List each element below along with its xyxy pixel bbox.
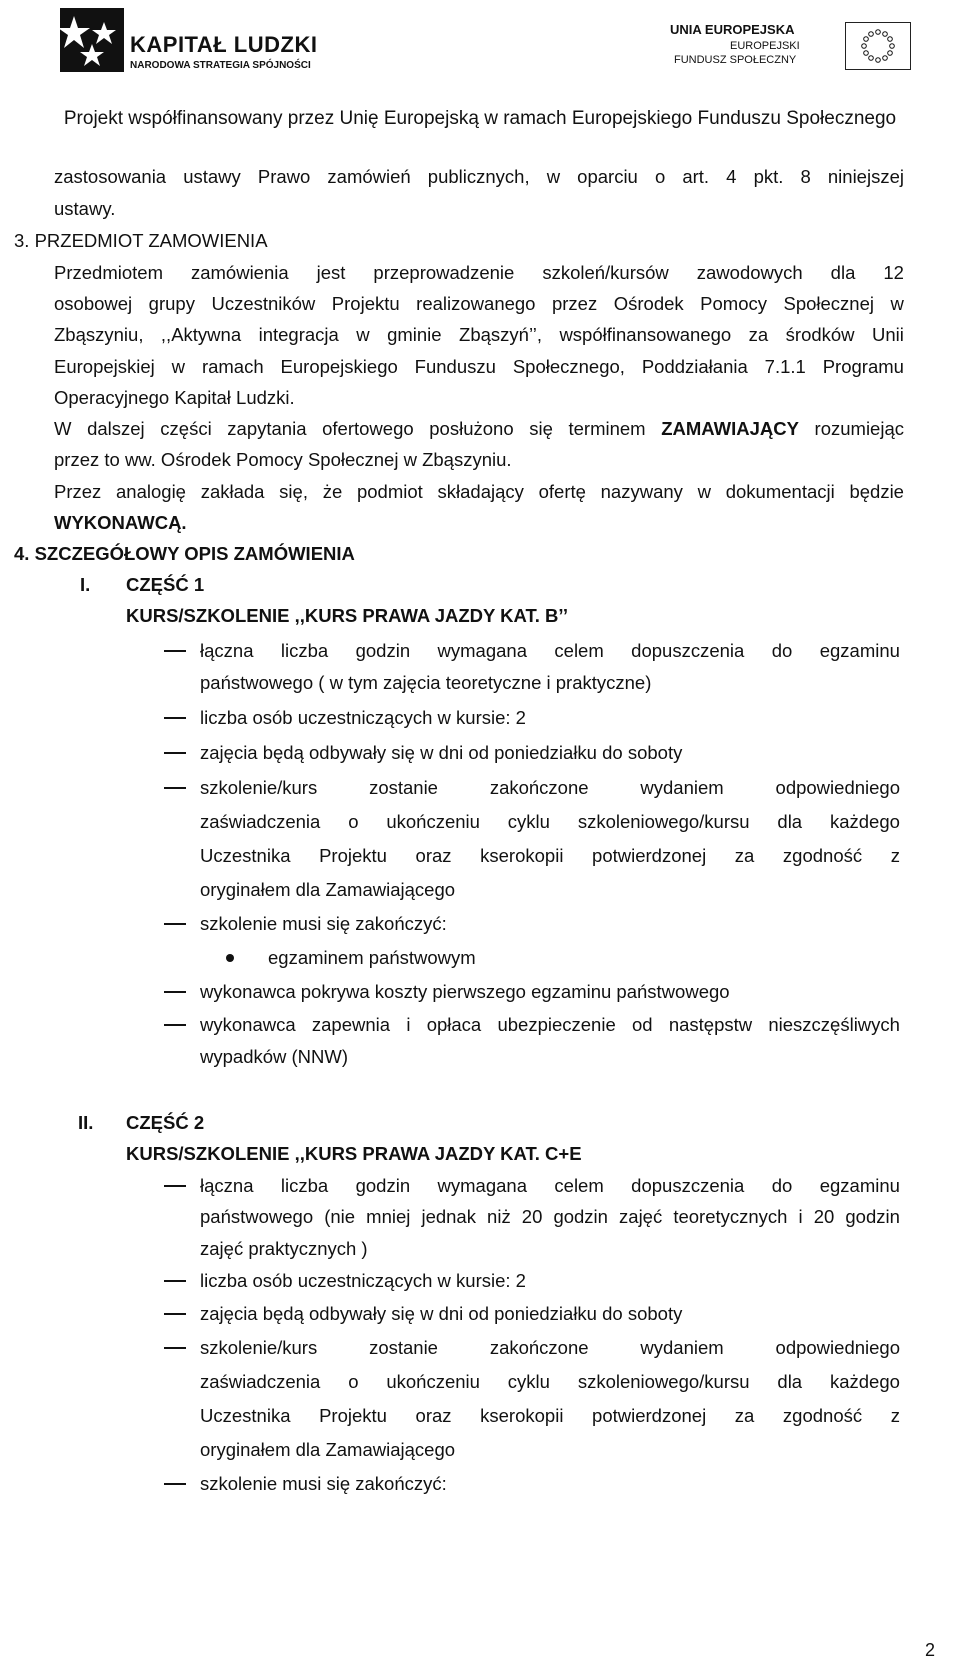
word: Zbąszyń’’, <box>459 324 542 345</box>
word: Społecznej <box>783 293 874 314</box>
word: jednak <box>421 1206 476 1227</box>
word: szkoleniowego/kursu <box>577 1371 750 1392</box>
text-line: Operacyjnego Kapitał Ludzki. <box>54 387 295 408</box>
word: wykonawca <box>200 1014 296 1035</box>
word: zgodność <box>782 1405 863 1426</box>
word: dopuszczenia <box>631 640 745 661</box>
list-item-cont: oryginałem dla Zamawiającego <box>200 1439 456 1460</box>
word: do <box>771 640 793 661</box>
word: w <box>356 324 370 345</box>
part-number: I. <box>80 574 91 595</box>
word: szkolenie/kurs <box>200 777 318 798</box>
word: integracja <box>258 324 339 345</box>
word: Unii <box>872 324 904 345</box>
word: kserokopii <box>480 845 564 866</box>
word: oraz <box>415 1405 452 1426</box>
word: godzin <box>355 640 411 661</box>
word: ofertę <box>538 481 586 502</box>
word: publicznych, <box>427 166 530 187</box>
word: wymagana <box>437 1175 527 1196</box>
word: i <box>798 1206 803 1227</box>
kapital-ludzki-logo <box>60 8 330 78</box>
word: 7.1.1 <box>764 356 806 377</box>
list-item-cont: oryginałem dla Zamawiającego <box>200 879 456 900</box>
list-item <box>200 1175 900 1197</box>
text-line <box>54 262 904 284</box>
dot-bullet <box>226 954 234 962</box>
word: mniej <box>366 1206 411 1227</box>
section-heading: 4. SZCZEGÓŁOWY OPIS ZAMÓWIENIA <box>14 543 355 564</box>
word: gminie <box>387 324 442 345</box>
word: środków <box>785 324 855 345</box>
word: do <box>771 1175 793 1196</box>
text-line <box>54 418 904 440</box>
page-number: 2 <box>925 1640 936 1660</box>
list-item: szkolenie musi się zakończyć: <box>200 1473 447 1494</box>
word: zawodowych <box>696 262 803 283</box>
dash-bullet <box>164 1313 186 1315</box>
list-item <box>200 777 900 799</box>
word: zakończone <box>489 1337 589 1358</box>
word: zaświadczenia <box>200 1371 321 1392</box>
word: następstw <box>668 1014 753 1035</box>
list-item: wykonawca pokrywa koszty pierwszego egzaminu państwowego <box>200 981 730 1002</box>
text-line <box>54 166 904 188</box>
word: części <box>160 418 212 439</box>
dash-bullet <box>164 787 186 789</box>
word: potwierdzonej <box>592 1405 707 1426</box>
word: dokumentacji <box>725 481 835 502</box>
word: Uczestnika <box>200 845 291 866</box>
word: posłużono <box>429 418 514 439</box>
list-item-cont <box>200 1206 900 1228</box>
word: szkoleniowego/kursu <box>577 811 750 832</box>
word: grupy <box>148 293 195 314</box>
word: o <box>348 1371 359 1392</box>
text-line <box>54 481 904 503</box>
sub-list-item: egzaminem państwowym <box>268 947 476 968</box>
word: w <box>546 166 561 187</box>
dash-bullet <box>164 1280 186 1282</box>
word: zostanie <box>369 777 438 798</box>
eu-logo <box>670 22 910 78</box>
word: dla <box>777 1371 803 1392</box>
course-title: KURS/SZKOLENIE ,,KURS PRAWA JAZDY KAT. C+E <box>126 1143 582 1164</box>
word: za <box>748 324 769 345</box>
word: każdego <box>829 811 900 832</box>
list-item-cont: państwowego ( w tym zajęcia teoretyczne i praktyczne) <box>200 672 652 693</box>
word: Przez <box>54 481 102 502</box>
word: o <box>348 811 359 832</box>
eu-logo-line2: EUROPEJSKI <box>730 40 800 52</box>
text-line <box>54 293 904 315</box>
word: i <box>406 1014 411 1035</box>
word: odpowiedniego <box>775 1337 900 1358</box>
word: godzin <box>845 1206 900 1227</box>
word: o <box>654 166 666 187</box>
word: ,,Aktywna <box>160 324 242 345</box>
dash-bullet <box>164 717 186 719</box>
dash-bullet <box>164 1024 186 1026</box>
word: egzaminu <box>819 1175 900 1196</box>
word: Funduszu <box>414 356 496 377</box>
word: przez <box>551 293 598 314</box>
word: że <box>322 481 343 502</box>
word: Przedmiotem <box>54 262 163 283</box>
word: ustawy <box>183 166 241 187</box>
word: Projektu <box>319 1405 387 1426</box>
dash-bullet <box>164 923 186 925</box>
list-item <box>200 1014 900 1036</box>
list-item: liczba osób uczestniczących w kursie: 2 <box>200 707 526 728</box>
word: celem <box>554 1175 604 1196</box>
word: cyklu <box>507 1371 550 1392</box>
word: Projektu <box>331 293 400 314</box>
part-title: CZĘŚĆ 1 <box>126 574 205 595</box>
word: zamówień <box>327 166 411 187</box>
kapital-ludzki-subtitle: NARODOWA STRATEGIA SPÓJNOŚCI <box>130 60 311 71</box>
word: Społecznego, <box>512 356 625 377</box>
word: zakłada <box>200 481 265 502</box>
word: zastosowania <box>54 166 167 187</box>
list-item <box>200 640 900 662</box>
eu-flag-icon <box>845 22 911 70</box>
text-line <box>54 356 904 378</box>
word: zapewnia <box>311 1014 391 1035</box>
word: niniejszej <box>827 166 904 187</box>
part-number: II. <box>78 1112 94 1133</box>
word: odpowiedniego <box>775 777 900 798</box>
word: szkolenie/kurs <box>200 1337 318 1358</box>
word: celem <box>554 640 604 661</box>
word: oparciu <box>577 166 638 187</box>
word: ukończeniu <box>386 811 480 832</box>
list-item-cont: wypadków (NNW) <box>200 1046 349 1067</box>
word: Europejskiego <box>280 356 398 377</box>
word: jest <box>316 262 346 283</box>
text-line <box>54 324 904 346</box>
list-item-cont <box>200 811 900 833</box>
word: Uczestników <box>211 293 316 314</box>
word: potwierdzonej <box>592 845 707 866</box>
word: wymagana <box>437 640 527 661</box>
word: rozumiejąc <box>814 418 904 439</box>
word: (nie <box>324 1206 356 1227</box>
word: w <box>697 481 711 502</box>
word: szkoleń/kursów <box>542 262 669 283</box>
dash-bullet <box>164 1483 186 1485</box>
word: liczba <box>280 1175 329 1196</box>
word: państwowego <box>200 1206 314 1227</box>
dash-bullet <box>164 991 186 993</box>
word: nazywany <box>600 481 683 502</box>
word: będzie <box>849 481 904 502</box>
word: cyklu <box>507 811 550 832</box>
word: Ośrodek <box>613 293 684 314</box>
word: godzin <box>553 1206 608 1227</box>
part-title: CZĘŚĆ 2 <box>126 1112 205 1133</box>
word: się, <box>279 481 308 502</box>
word: teoretycznych <box>673 1206 788 1227</box>
word: zajęć <box>619 1206 663 1227</box>
word: W <box>54 418 72 439</box>
word: łączna <box>200 1175 254 1196</box>
word: 12 <box>883 262 904 283</box>
word: łączna <box>200 640 254 661</box>
list-item: liczba osób uczestniczących w kursie: 2 <box>200 1270 526 1291</box>
word: podmiot <box>356 481 423 502</box>
word: zamówienia <box>190 262 289 283</box>
word: Projektu <box>319 845 387 866</box>
word: Poddziałania <box>641 356 748 377</box>
list-item-cont <box>200 1371 900 1393</box>
text-line: ustawy. <box>54 198 116 219</box>
word: od <box>631 1014 653 1035</box>
list-item <box>200 1337 900 1359</box>
word: składający <box>437 481 524 502</box>
word: terminem <box>568 418 646 439</box>
word: zakończone <box>489 777 589 798</box>
word: wydaniem <box>640 777 724 798</box>
list-item: szkolenie musi się zakończyć: <box>200 913 447 934</box>
word: wydaniem <box>640 1337 724 1358</box>
word: 4 <box>726 166 737 187</box>
word: kserokopii <box>480 1405 564 1426</box>
eu-logo-line1: UNIA EUROPEJSKA <box>670 22 795 37</box>
word: realizowanego <box>416 293 536 314</box>
word: ofertowego <box>322 418 414 439</box>
word: pkt. <box>753 166 784 187</box>
list-item: zajęcia będą odbywały się w dni od poniedziałku do soboty <box>200 1303 683 1324</box>
word: Programu <box>822 356 904 377</box>
word: przeprowadzenie <box>373 262 515 283</box>
word: w <box>890 293 904 314</box>
word: ubezpieczenie <box>497 1014 616 1035</box>
word: Prawo <box>257 166 311 187</box>
word: godzin <box>355 1175 411 1196</box>
word: dopuszczenia <box>631 1175 745 1196</box>
word: dalszej <box>87 418 145 439</box>
word: się <box>529 418 553 439</box>
dash-bullet <box>164 1185 186 1187</box>
word: analogię <box>116 481 186 502</box>
word: zostanie <box>369 1337 438 1358</box>
text-line: przez to ww. Ośrodek Pomocy Społecznej w Zbąszyniu. <box>54 449 512 470</box>
word: ZAMAWIAJĄCY <box>661 418 799 439</box>
word: zgodność <box>782 845 863 866</box>
dash-bullet <box>164 1347 186 1349</box>
word: współfinansowanego <box>559 324 732 345</box>
dash-bullet <box>164 650 186 652</box>
word: ukończeniu <box>386 1371 480 1392</box>
kapital-ludzki-emblem-icon <box>60 8 124 72</box>
word: 20 <box>521 1206 543 1227</box>
word: oraz <box>415 845 452 866</box>
word: opłaca <box>426 1014 482 1035</box>
word: za <box>734 845 755 866</box>
word: egzaminu <box>819 640 900 661</box>
word: z <box>890 1405 900 1426</box>
list-item: zajęcia będą odbywały się w dni od poniedziałku do soboty <box>200 742 683 763</box>
word: ramach <box>201 356 264 377</box>
list-item-cont <box>200 1405 900 1427</box>
word: każdego <box>829 1371 900 1392</box>
word: zapytania <box>227 418 307 439</box>
list-item-cont <box>200 845 900 867</box>
word: 20 <box>813 1206 835 1227</box>
word: Pomocy <box>700 293 767 314</box>
section-heading: 3. PRZEDMIOT ZAMOWIENIA <box>14 230 268 251</box>
word: Zbąszyniu, <box>54 324 144 345</box>
word: za <box>734 1405 755 1426</box>
word: zaświadczenia <box>200 811 321 832</box>
course-title: KURS/SZKOLENIE ,,KURS PRAWA JAZDY KAT. B’’ <box>126 605 568 626</box>
word: Uczestnika <box>200 1405 291 1426</box>
word: z <box>890 845 900 866</box>
list-item-cont: zajęć praktycznych ) <box>200 1238 368 1259</box>
word: liczba <box>280 640 329 661</box>
word: 8 <box>800 166 811 187</box>
word: niż <box>487 1206 511 1227</box>
word: dla <box>777 811 803 832</box>
cofinancing-header: Projekt współfinansowany przez Unię Europejską w ramach Europejskiego Funduszu Społecznego <box>63 108 897 129</box>
word: dla <box>830 262 856 283</box>
kapital-ludzki-title: KAPITAŁ LUDZKI <box>130 32 318 57</box>
word: art. <box>682 166 710 187</box>
word: w <box>171 356 186 377</box>
word: Europejskiej <box>54 356 155 377</box>
eu-logo-line3: FUNDUSZ SPOŁECZNY <box>674 54 797 66</box>
word: nieszczęśliwych <box>768 1014 900 1035</box>
text-line: WYKONAWCĄ. <box>54 512 187 533</box>
word: osobowej <box>54 293 133 314</box>
dash-bullet <box>164 752 186 754</box>
